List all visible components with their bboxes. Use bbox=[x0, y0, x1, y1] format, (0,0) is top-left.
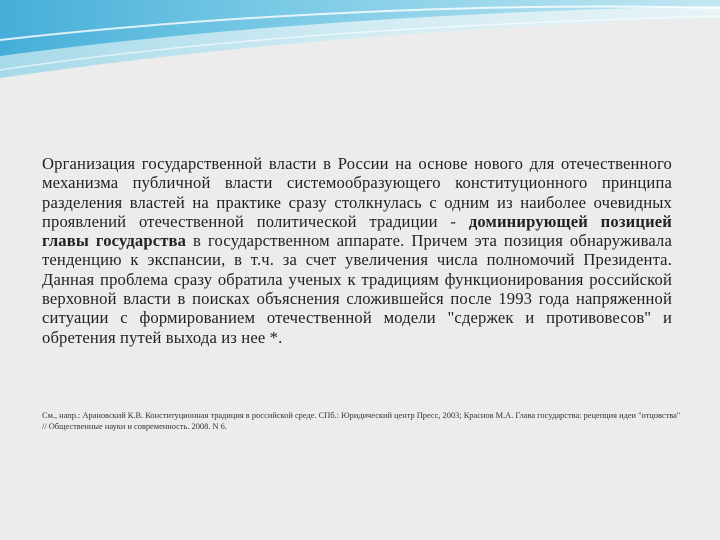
paragraph-bold-phrase: доминирующей позицией главы государства bbox=[42, 211, 673, 251]
paragraph-part-2: в государственном аппарате. Причем эта позиция обнаруживала тенденцию к экспансии, в т.ч. за счет увеличения числа полномочий Президента. Данная проблема сразу обратила ученых к традициям функционирования российской верховной власти в поисках объяснения сложившейся после 1993 года напряженной ситуации с формированием отечественной модели "сдержек и противовесов" и обретения путей выхода из нее *. bbox=[42, 231, 672, 347]
body-paragraph bbox=[42, 154, 672, 347]
footnote: См., напр.: Арановский К.В. Конституционная традиция в российской среде. СПб.: Юридический центр Пресс, 2003; Краснов М.А. Глава государства: рецепция идеи "отцовства" // Общественные науки и современность. 2008. N 6. bbox=[42, 411, 681, 431]
paragraph-part-1: Организация государственной власти в России на основе нового для отечественного механизма публичной власти системообразующего конституционного принципа разделения властей на практике сразу столкнулась с одним из наиболее очевидных проявлений отечественной политической традиции - bbox=[42, 154, 672, 231]
decorative-swoosh bbox=[0, 0, 720, 120]
